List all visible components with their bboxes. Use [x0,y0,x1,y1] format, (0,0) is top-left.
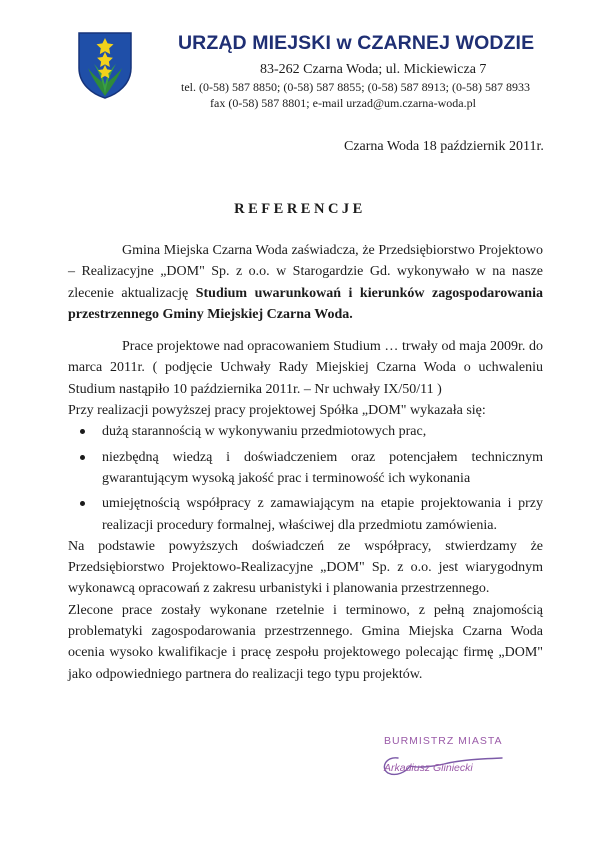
office-name: URZĄD MIEJSKI w CZARNEJ WODZIE [178,32,535,54]
list-item [68,421,543,442]
bullet-icon [80,429,85,434]
office-fax-email: fax (0-58) 587 8801; e-mail urzad@um.czarna-woda.pl [210,96,476,110]
letter-body [68,240,543,685]
paragraph-1 [68,240,543,325]
bullet-icon [80,501,85,506]
list-item-text: umiejętnością współpracy z zamawiającym na etapie projektowania i przy realizacji procedury formalnej, właściwej dla przedmiotu zamówienia. [102,496,543,533]
list-item-text: niezbędną wiedzą i doświadczeniem oraz potencjałem technicznym gwarantującym wysoką jakość prac i terminowość ich wykonania [102,449,543,486]
paragraph-3: Przy realizacji powyższej pracy projektowej Spółka „DOM" wykazała się: [68,403,486,419]
mayor-stamp-title: BURMISTRZ MIASTA [384,735,503,747]
list-item [68,447,543,490]
coat-of-arms-icon [76,30,134,100]
signer-name: Arkadiusz Gliniecki [384,762,473,774]
paragraph-5: Zlecone prace zostały wykonane rzetelnie i terminowo, z pełną znajomością problematyki zagospodarowania przestrzennego. Gmina Miejska Czarna Woda ocenia wysoko kwalifikacje i pracę zespołu projektowego polecając firmę „DOM" jako odpowiedniego partnera do realizacji tego typu projektów. [68,602,543,682]
paragraph-1-text: Gmina Miejska Czarna Woda zaświadcza, że Przedsiębiorstwo Projektowo – Realizacyjne „DOM" Sp. z o.o. w Starogardzie Gd. wykonywało w na nasze zlecenie aktualizację [68,243,543,301]
list-item-text: dużą starannością w wykonywaniu przedmiotowych prac, [102,424,427,440]
office-phones: tel. (0-58) 587 8850; (0-58) 587 8855; (0-58) 587 8913; (0-58) 587 8933 [181,80,530,94]
letter-heading: REFERENCJE [234,201,366,217]
office-address: 83-262 Czarna Woda; ul. Mickiewicza 7 [260,62,487,77]
qualities-list [68,421,543,535]
paragraph-4: Na podstawie powyższych doświadczeń ze współpracy, stwierdzamy że Przedsiębiorstwo Projektowo-Realizacyjne „DOM" Sp. z o.o. jest wiarygodnym wykonawcą opracowań z zakresu urbanistyki i planowania przestrzennego. [68,538,543,597]
paragraph-2: Prace projektowe nad opracowaniem Studium … trwały od maja 2009r. do marca 2011r. ( podjęcie Uchwały Rady Miejskiej Czarna Woda o uchwaleniu Studium nastąpiło 10 października 2011r. – Nr uchwały IX/50/11 ) [68,339,543,397]
paragraph-1-bold: Studium uwarunkowań i kierunków zagospodarowania przestrzennego Gminy Miejskiej Czarna Woda. [68,285,543,322]
list-item [68,493,543,536]
bullet-icon [80,455,85,460]
letter-date: Czarna Woda 18 październik 2011r. [344,139,544,154]
